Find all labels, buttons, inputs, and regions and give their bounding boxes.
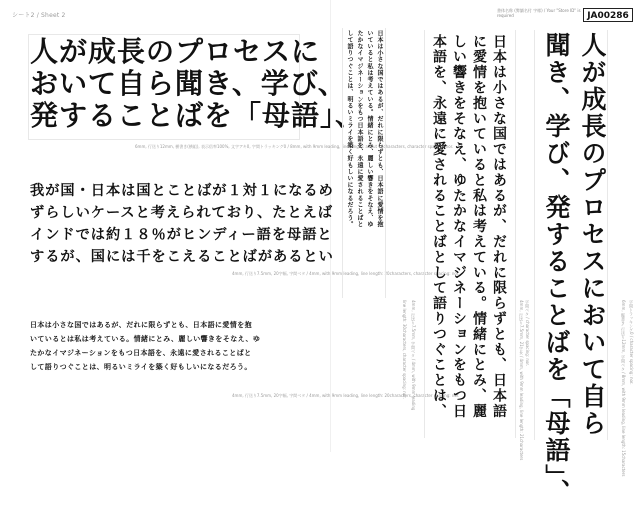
small-col-2: いていると私は考えている。情緒にとみ、麗しい響きをそなえ、ゆ: [366, 30, 373, 228]
small-line-3: たかなイマジネーションをもつ日本語を、永遠に愛されることばと: [30, 349, 252, 357]
mid-col-1: 日本は小さな国ではあるが、だれに限らずとも、日本語: [491, 34, 507, 419]
mid-line-2: ずらしいケースと考えられており、たとえば: [30, 205, 334, 221]
mid-line-1: 我が国・日本は国とことばが１対１になるめ: [30, 183, 334, 199]
big-line-1: 人が成長のプロセスに: [30, 35, 321, 68]
big-col-1: 人が成長のプロセスにおいて自ら: [578, 32, 607, 437]
small-col-1: 日本は小さな国ではあるが、だれに限らずとも、日本語に愛情を抱: [376, 30, 383, 228]
sheet-label: シート2 / Sheet 2: [12, 12, 66, 19]
mid-line-4: するが、国には千をこえることばがあるとい: [30, 249, 334, 265]
mid-caption-2: 字間ベタ / character spacing: nor.: [525, 300, 530, 366]
top-note: 書体名称 (弊舗名付 字様) / Your "Store ID" is required: [497, 8, 581, 18]
small-caption: 4mm, 行送り7.5mm, 20字幅, 字間ベタ / 4mm, with 9mm leading, line length: 20characters, character spacing: nor.: [232, 393, 460, 398]
small-line-1: 日本は小さな国ではあるが、だれに限らずとも、日本語に愛情を抱: [30, 321, 252, 329]
big-caption-2: 字間トラッキング0 / character spacing: nor.: [629, 300, 634, 385]
mid-col-4: 本語を、永遠に愛されることばとして語りつぐことは、: [431, 34, 447, 419]
code-box: JA00286: [583, 8, 633, 22]
big-col-2: 聞き、学び、発することばを「母語」、: [542, 32, 571, 506]
mid-caption: 4mm, 行送り7.5mm, 20字幅, 字間ベタ / 4mm, with 9mm leading, line length: 20characters, character spacing: nor.: [232, 271, 460, 276]
mid-col-3: しい響きをそなえ、ゆたかなイマジネーションをもつ日: [451, 34, 467, 419]
small-col-4: して語りつぐことは、明るいミライを築く好もしいになるだろう。: [346, 30, 353, 228]
big-caption-1: 6mm, 縦書き, 行送り12mm, 字間ベタ / 8mm, with 9mm leading, line length: 15characters: [621, 300, 626, 477]
mid-col-2: に愛情を抱いていると私は考えている。情緒にとみ、麗: [471, 34, 487, 419]
big-caption: 6mm, 行送り12mm, 横書き(横組), 表示倍率100%, 文字アキ0, 字間トラッキング0 / 8mm, with 9mm leading, line length: about 14characters, character spacing: nor.: [135, 144, 454, 149]
big-line-2: おいて自ら聞き、学び、: [30, 67, 347, 100]
small-caption-2: line length: 30characters, character spacing: nor.: [402, 300, 407, 399]
small-line-2: いているとは私は考えている。情緒にとみ、麗しい響きをそなえ、ゆ: [30, 335, 261, 343]
mid-caption-1: 4mm, 行送り7.5mm, 21字長 / 4mm, with 9mm leading, line length: 21characters: [519, 300, 524, 461]
small-line-4: して語りつぐことは、明るいミライを築く好もしいになるだろう。: [30, 363, 252, 371]
mid-line-3: インドでは約１８％がヒンディー語を母語と: [30, 227, 333, 243]
small-caption-1: 4mm, 行送り7.5mm, 字間ベタ / 4mm, with 9mm leading: [411, 300, 416, 411]
big-line-3: 発することばを「母語」、: [30, 99, 365, 132]
small-col-3: たかなイマジネーションをもつ日本語を、永遠に愛されることばと: [356, 30, 363, 228]
